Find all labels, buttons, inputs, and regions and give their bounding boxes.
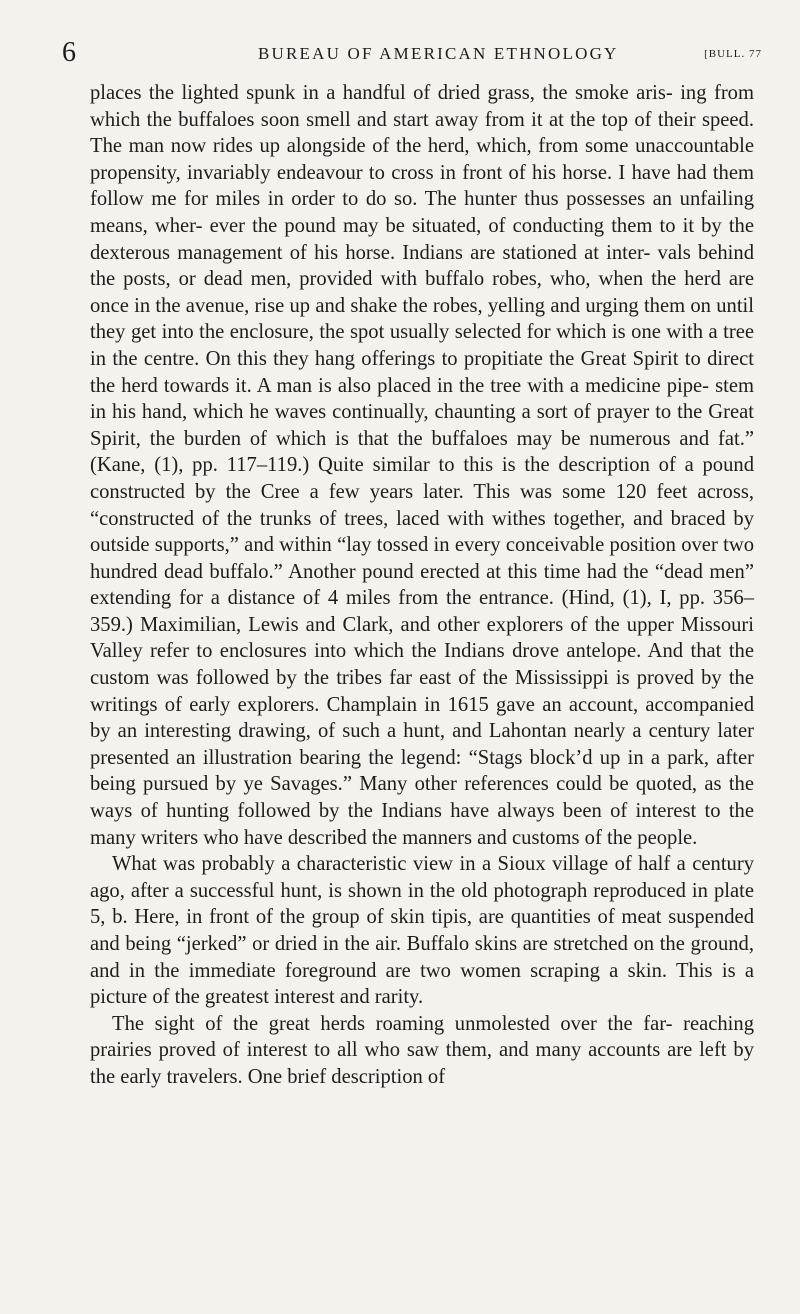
page-number: 6 [62, 37, 76, 68]
paragraph-sioux-village: What was probably a characteristic view in a Sioux village of half a century ago, after a successful hunt, is shown in the old photograph reproduced in plate 5, b. Here, in front of the group of skin tipis, are quantities of meat suspended and being “jerked” or dried in the air. Buffalo skins are stretched on the ground, and in the immediate foreground are two women scraping a skin. This is a picture of the greatest interest and rarity. [90, 853, 754, 1009]
paragraph-continued: places the lighted spunk in a handful of dried grass, the smoke aris- ing from which the buffaloes soon smell and start away from it at the top of their speed. The man now rides up alongside of the herd, which, from some unaccountable propensity, invariably endeavour to cross in front of his horse. I have had them follow me for miles in order to do so. The hunter thus possesses an unfailing means, wher- ever the pound may be situated, of conducting them to it by the dexterous management of his horse. Indians are stationed at inter- vals behind the posts, or dead men, provided with buffalo robes, who, when the herd are once in the avenue, rise up and shake the robes, yelling and urging them on until they get into the enclosure, the spot usually selected for which is one with a tree in the centre. On this they hang offerings to propitiate the Great Spirit to direct the herd towards it. A man is also placed in the tree with a medicine pipe- stem in his hand, which he waves continually, chaunting a sort of prayer to the Great Spirit, the burden of which is that the buffaloes may be numerous and fat.” (Kane, (1), pp. 117–119.) Quite similar to this is the description of a pound constructed by the Cree a few years later. This was some 120 feet across, “constructed of the trunks of trees, laced with withes together, and braced by outside supports,” and within “lay tossed in every conceivable position over two hundred dead buffalo.” Another pound erected at this time had the “dead men” extending for a distance of 4 miles from the entrance. (Hind, (1), I, pp. 356–359.) Maximilian, Lewis and Clark, and other explorers of the upper Missouri Valley refer to enclosures into which the Indians drove antelope. And that the custom was followed by the tribes far east of the Mississippi is proved by the writings of early explorers. Champlain in 1615 gave an account, accompanied by an interesting drawing, of such a hunt, and Lahontan nearly a century later presented an illustration bearing the legend: “Stags block’d up in a park, after being pursued by ye Savages.” Many other references could be quoted, as the ways of hunting followed by the Indians have always been of interest to the many writers who have described the manners and customs of the people. [90, 82, 754, 849]
page-header [62, 36, 762, 70]
paragraph-great-herds: The sight of the great herds roaming unmolested over the far- reaching prairies proved of interest to all who saw them, and many accounts are left by the early travelers. One brief description of [90, 1012, 754, 1088]
running-head: BUREAU OF AMERICAN ETHNOLOGY [258, 44, 619, 63]
bulletin-reference: [BULL. 77 [704, 48, 762, 60]
body-text [90, 80, 754, 1091]
